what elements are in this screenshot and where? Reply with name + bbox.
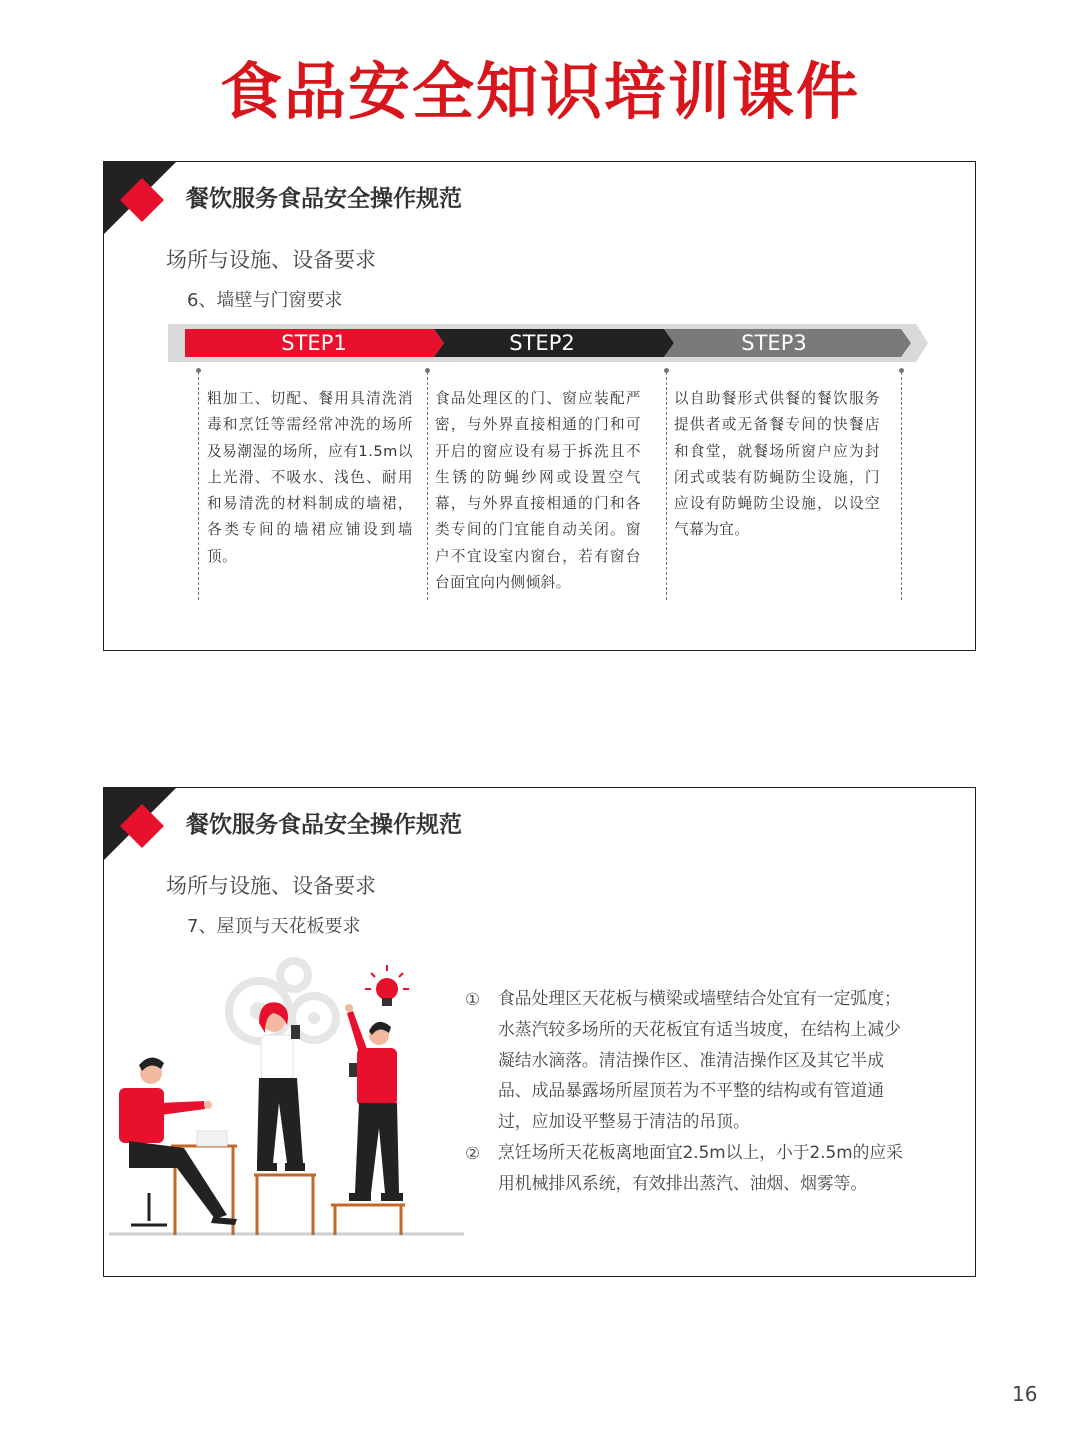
step2-label: STEP2 — [509, 331, 575, 355]
step3-label: STEP3 — [741, 331, 807, 355]
list-item: 烹饪场所天花板离地面宜2.5m以上，小于2.5m的应采用机械排风系统，有效排出蒸汽、油烟、烟雾等。 — [498, 1142, 903, 1193]
list-marker: ① — [465, 989, 481, 1009]
column-divider — [901, 372, 902, 600]
corner-decoration-icon — [104, 162, 184, 242]
lightbulb-icon — [365, 965, 409, 1006]
step1-label: STEP1 — [281, 331, 347, 355]
corner-decoration-icon — [104, 788, 184, 868]
column-divider — [198, 372, 199, 600]
step1-text: 粗加工、切配、餐用具清洗消毒和烹饪等需经常冲洗的场所及易潮湿的场所，应有1.5m以上光滑、不吸水、浅色、耐用和易清洗的材料制成的墙裙，各类专间的墙裙应铺设到墙顶。 — [207, 390, 413, 565]
slide-roof-ceiling — [103, 787, 976, 1277]
subsection-title: 7、屋顶与天花板要求 — [187, 916, 361, 937]
page-number: 16 — [1012, 1382, 1038, 1406]
section-title: 场所与设施、设备要求 — [166, 248, 376, 272]
slide-heading: 餐饮服务食品安全操作规范 — [186, 812, 462, 838]
subsection-title: 6、墙壁与门窗要求 — [187, 290, 343, 311]
slide-wall-door-window — [103, 161, 976, 651]
step2-text: 食品处理区的门、窗应装配严密，与外界直接相通的门和可开启的窗应设有易于拆洗且不生锈的防蝇纱网或设置空气幕，与外界直接相通的门和各类专间的门宜能自动关闭。窗户不宜设室内窗台，若有窗台台面宜向内侧倾斜。 — [435, 390, 641, 592]
document-title: 食品安全知识培训课件 — [219, 55, 860, 128]
column-divider — [427, 372, 428, 600]
column-divider — [666, 372, 667, 600]
list-item: 食品处理区天花板与横梁或墙壁结合处宜有一定弧度；水蒸汽较多场所的天花板宜有适当坡度，在结构上减少凝结水滴落。清洁操作区、准清洁操作区及其它半成品、成品暴露场所屋顶若为不平整的结构或有管道通过，应加设平整易于清洁的吊顶。 — [498, 988, 901, 1132]
slide-heading: 餐饮服务食品安全操作规范 — [186, 186, 462, 212]
office-team-idea-illustration — [109, 953, 469, 1238]
list-marker: ② — [465, 1143, 481, 1163]
step3-text: 以自助餐形式供餐的餐饮服务提供者或无备餐专间的快餐店和食堂，就餐场所窗户应为封闭式或装有防蝇防尘设施，门应设有防蝇防尘设施，以设空气幕为宜。 — [674, 390, 880, 539]
section-title: 场所与设施、设备要求 — [166, 874, 376, 898]
